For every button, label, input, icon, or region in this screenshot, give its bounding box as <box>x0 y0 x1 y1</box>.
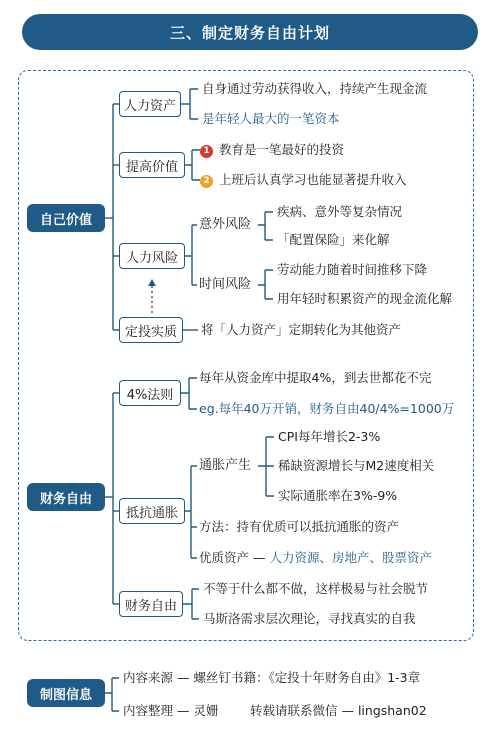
time-item-1: 劳动能力随着时间推移下降 <box>277 262 428 277</box>
quality-assets-prefix: 优质资产 — <box>199 550 266 565</box>
node-inflation-source: 通胀产生 <box>199 458 252 473</box>
section-self-value: 自己价值 <box>27 204 105 232</box>
node-time-risk: 时间风险 <box>199 277 252 292</box>
inflation-item-2: 稀缺资源增长与M2速度相关 <box>278 458 435 473</box>
time-item-2: 用年轻时积累资产的现金流化解 <box>277 291 453 306</box>
freedom-item-2: 马斯洛需求层次理论，寻找真实的自我 <box>203 611 416 626</box>
improve-item-1-text: 教育是一笔最好的投资 <box>219 142 345 157</box>
node-4-percent-rule: 4%法则 <box>119 380 181 406</box>
human-capital-item-1: 自身通过劳动获得收入，持续产生现金流 <box>202 81 428 96</box>
node-dca: 定投实质 <box>119 317 183 343</box>
dca-text: 将「人力资产」定期转化为其他资产 <box>201 322 402 337</box>
node-human-risk: 人力风险 <box>119 243 185 269</box>
improve-item-2-text: 上班后认真学习也能显著提升收入 <box>219 172 407 187</box>
inflation-method: 方法：持有优质可以抵抗通胀的资产 <box>199 519 400 534</box>
quality-assets-text: 人力资源、房地产、股票资产 <box>265 550 432 565</box>
node-human-capital: 人力资产 <box>119 91 181 117</box>
inflation-item-1: CPI每年增长2-3% <box>278 429 381 444</box>
number-badge-1-icon: 1 <box>200 145 213 158</box>
node-resist-inflation: 抵抗通胀 <box>119 498 185 524</box>
improve-item-2 <box>200 172 407 188</box>
node-freedom: 财务自由 <box>119 591 183 617</box>
number-badge-2-icon: 2 <box>200 175 213 188</box>
rule4-item-2: eg.每年40万开销，财务自由40/4%=1000万 <box>199 401 455 416</box>
freedom-item-1: 不等于什么都不做，这样极易与社会脱节 <box>203 581 429 596</box>
human-capital-item-2: 是年轻人最大的一笔资本 <box>202 111 340 126</box>
section-info: 制图信息 <box>27 679 105 707</box>
improve-item-1 <box>200 142 344 158</box>
info-source: 内容来源 — 螺丝钉书籍：《定投十年财务自由》1-3章 <box>123 670 421 685</box>
rule4-item-1: 每年从资金库中提取4%，到去世都花不完 <box>199 370 432 385</box>
node-improve-value: 提高价值 <box>119 152 185 178</box>
info-contact: 转载请联系微信 — lingshan02 <box>250 703 427 718</box>
quality-assets <box>199 550 432 566</box>
accident-item-2: 「配置保险」来化解 <box>277 232 390 247</box>
node-accident-risk: 意外风险 <box>199 217 252 232</box>
accident-item-1: 疾病、意外等复杂情况 <box>277 204 403 219</box>
page-title: 三、制定财务自由计划 <box>22 14 478 50</box>
info-editor: 内容整理 — 灵姗 <box>123 703 219 718</box>
section-financial-freedom: 财务自由 <box>27 483 105 511</box>
inflation-item-3: 实际通胀率在3%-9% <box>278 488 398 503</box>
